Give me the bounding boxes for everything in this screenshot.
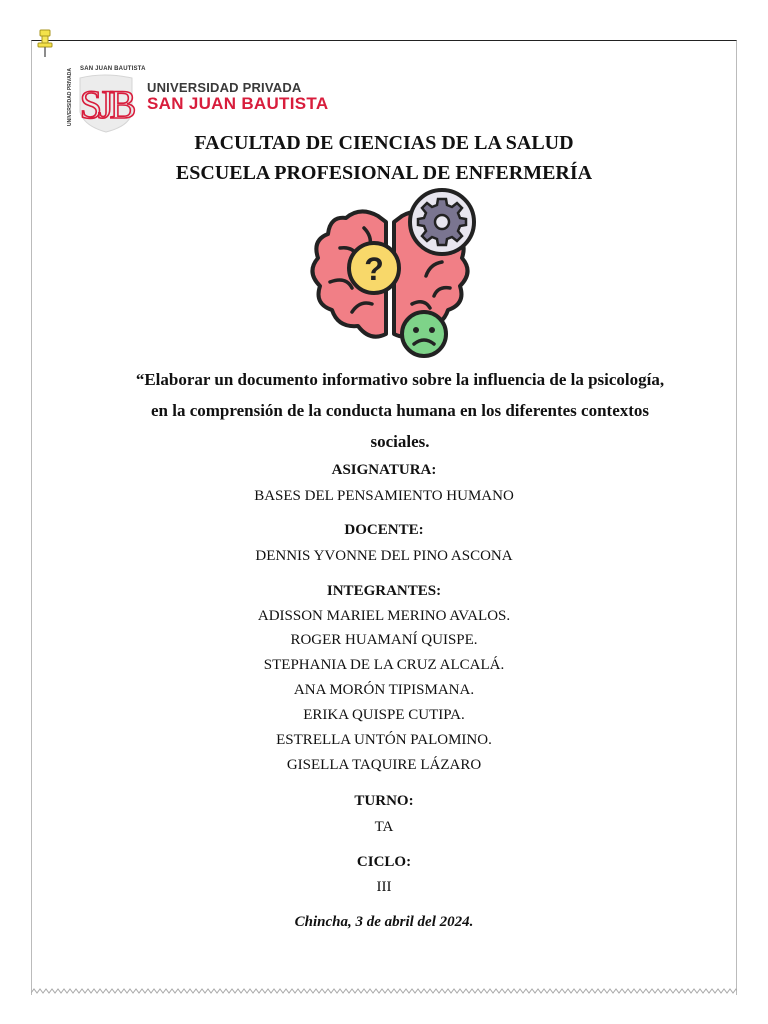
- turno-value: TA: [374, 819, 394, 835]
- page-torn-edge: [31, 985, 737, 999]
- school-title: ESCUELA PROFESIONAL DE ENFERMERÍA: [175, 162, 593, 184]
- integrantes-label: INTEGRANTES:: [326, 583, 442, 599]
- document-date: Chincha, 3 de abril del 2024.: [294, 914, 474, 930]
- ciclo-value: III: [376, 879, 392, 895]
- docente-value: DENNIS YVONNE DEL PINO ASCONA: [255, 548, 513, 564]
- brain-with-gear-question-sad-face-icon: [300, 188, 480, 358]
- pushpin-icon: [36, 28, 56, 58]
- document-objective: [100, 364, 700, 457]
- integrante-item: ERIKA QUISPE CUTIPA.: [303, 707, 465, 723]
- logo-vertical-text: UNIVERSIDAD PRIVADA: [67, 68, 73, 126]
- logo-university-line: UNIVERSIDAD PRIVADA: [147, 80, 302, 95]
- turno-label: TURNO:: [354, 793, 414, 809]
- sjb-monogram-icon: [68, 66, 138, 136]
- objective-line-1: “Elaborar un documento informativo sobre la influencia de la psicología,: [135, 370, 665, 389]
- faculty-title: FACULTAD DE CIENCIAS DE LA SALUD: [194, 132, 574, 154]
- logo-name-line: SAN JUAN BAUTISTA: [147, 94, 329, 113]
- asignatura-value: BASES DEL PENSAMIENTO HUMANO: [254, 488, 514, 504]
- objective-line-2: en la comprensión de la conducta humana en los diferentes contextos: [150, 401, 650, 420]
- university-logo: [68, 66, 338, 136]
- docente-label: DOCENTE:: [344, 522, 424, 538]
- integrante-item: ESTRELLA UNTÓN PALOMINO.: [276, 732, 492, 748]
- integrante-item: ADISSON MARIEL MERINO AVALOS.: [257, 608, 511, 624]
- ciclo-label: CICLO:: [356, 854, 412, 870]
- svg-text:?: ?: [364, 251, 384, 287]
- objective-line-3: sociales.: [370, 432, 430, 451]
- asignatura-label: ASIGNATURA:: [331, 462, 437, 478]
- integrante-item: GISELLA TAQUIRE LÁZARO: [286, 757, 482, 773]
- logo-small-text: SAN JUAN BAUTISTA: [80, 66, 146, 72]
- svg-text:SJB: SJB: [79, 82, 133, 127]
- integrante-item: STEPHANIA DE LA CRUZ ALCALÁ.: [263, 657, 505, 673]
- integrante-item: ANA MORÓN TIPISMANA.: [293, 682, 475, 698]
- integrante-item: ROGER HUAMANÍ QUISPE.: [290, 632, 478, 648]
